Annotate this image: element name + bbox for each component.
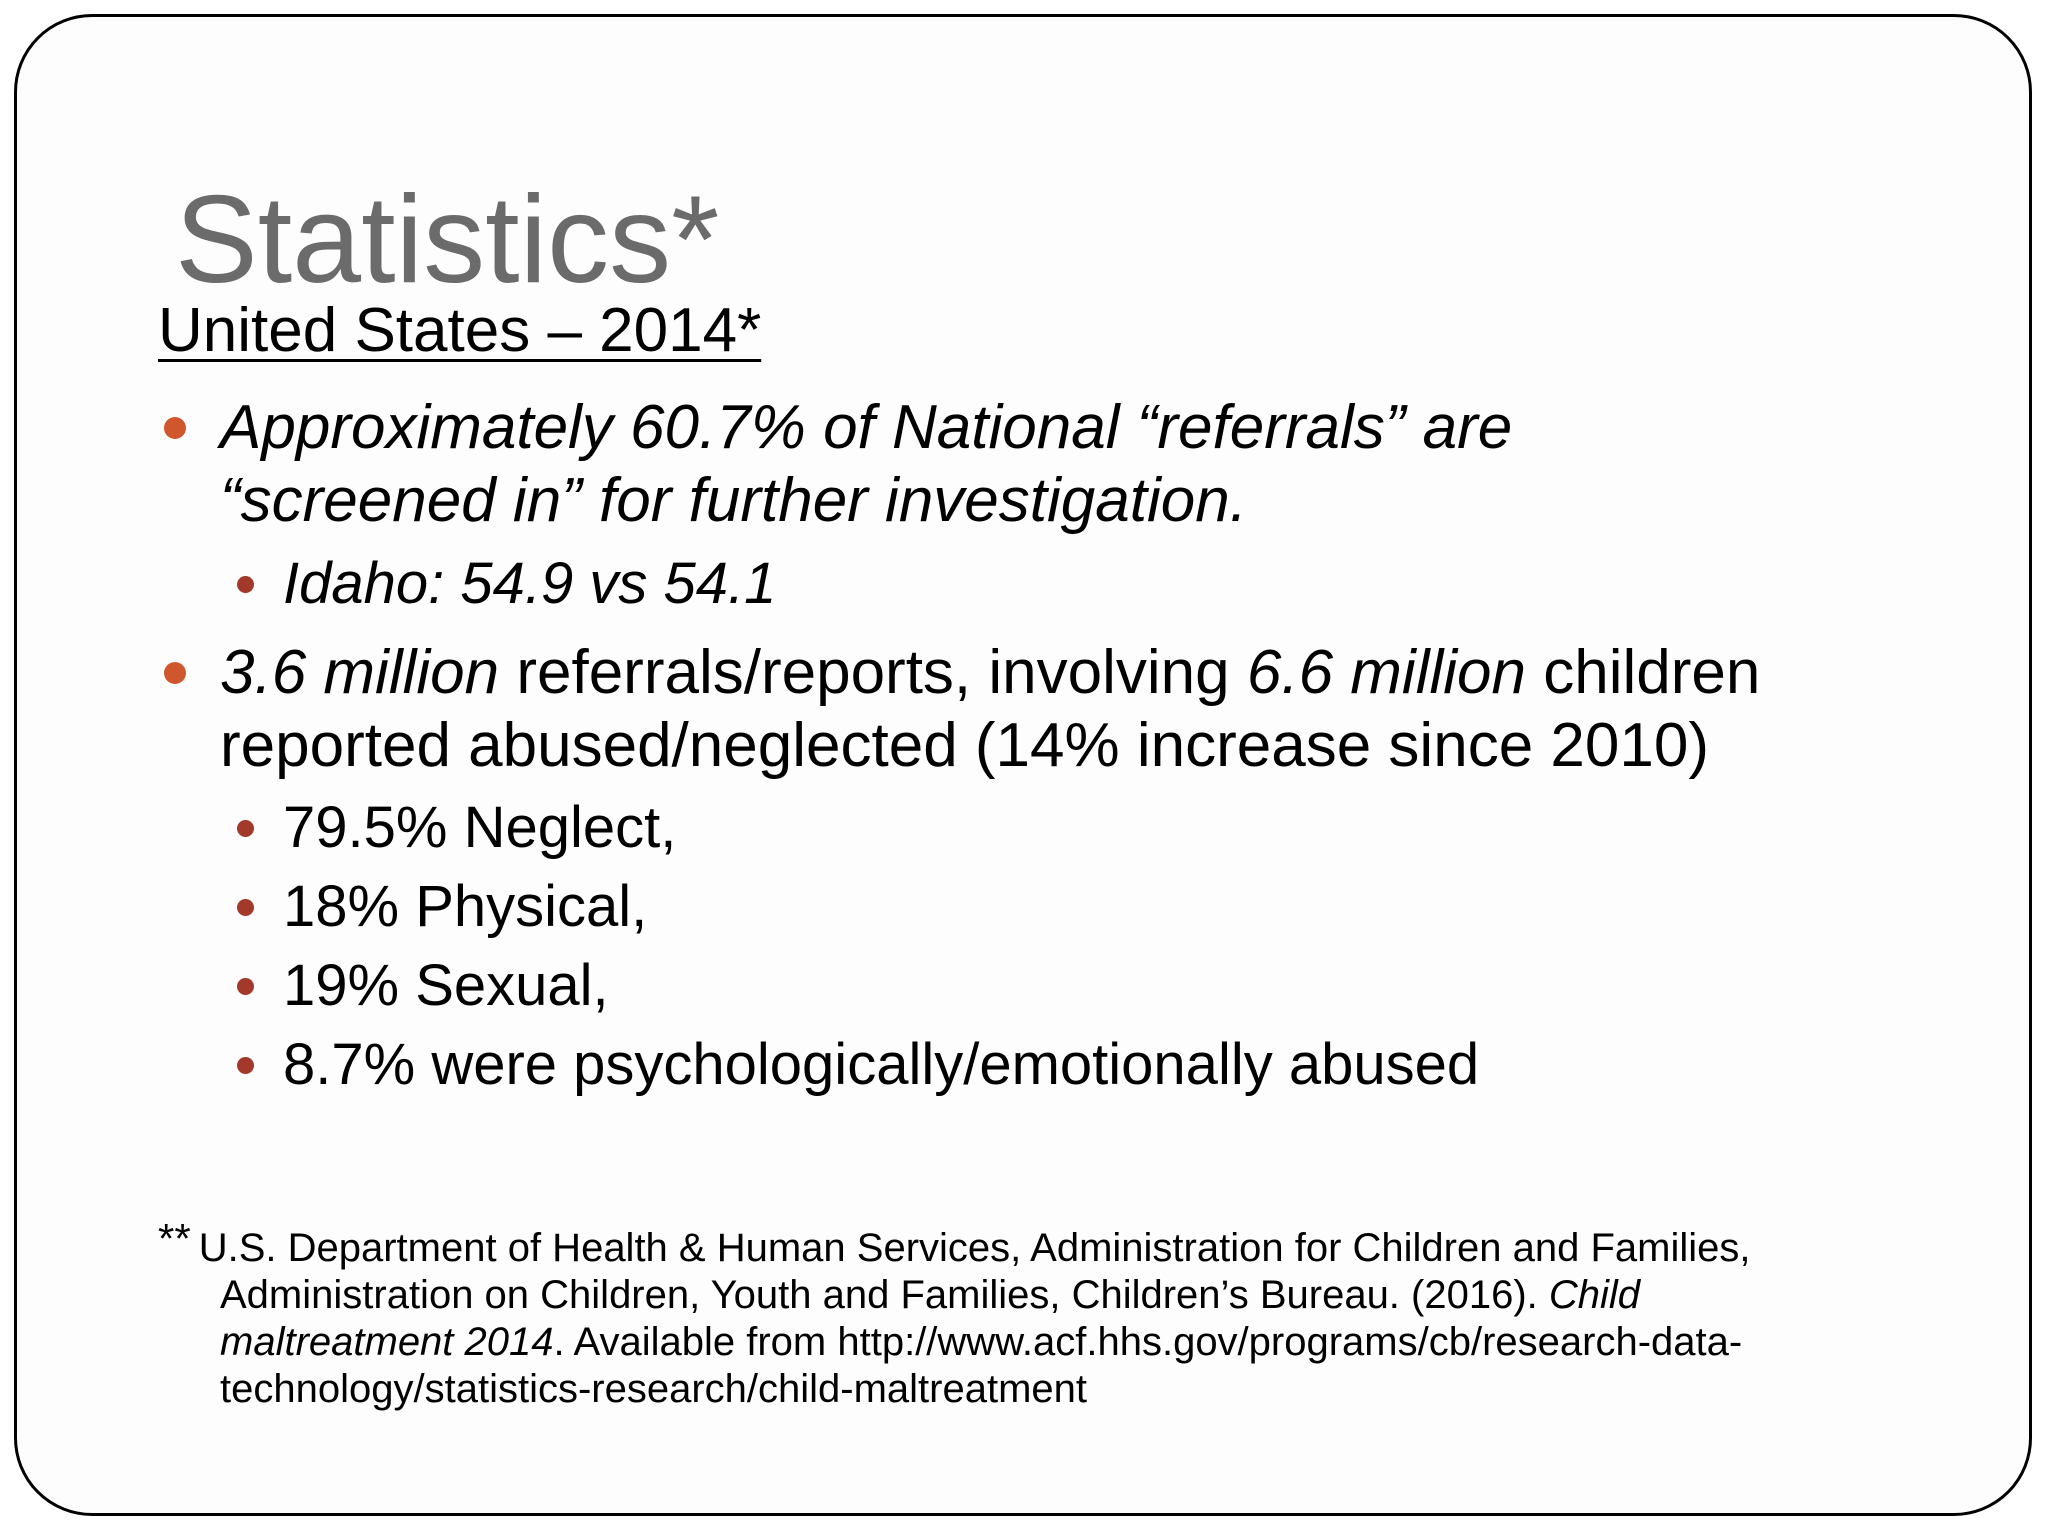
footnote-line bbox=[158, 1272, 1918, 1319]
footnote-mark: ** bbox=[158, 1215, 191, 1262]
sub-bullet-sexual bbox=[283, 953, 1983, 1019]
sub-bullet-text: Idaho: 54.9 vs 54.1 bbox=[283, 551, 777, 616]
sub-bullet-idaho bbox=[283, 551, 1983, 617]
bullet-text: children bbox=[1525, 638, 1761, 707]
footnote-line bbox=[158, 1319, 1918, 1366]
slide-subtitle: United States – 2014* bbox=[158, 296, 762, 365]
sub-bullet-dot-icon bbox=[237, 978, 254, 995]
sub-bullet-dot-icon bbox=[237, 576, 254, 593]
sub-bullet-psychological bbox=[283, 1032, 1983, 1098]
sub-bullet-text: 79.5% Neglect, bbox=[283, 795, 677, 860]
sub-bullet-neglect bbox=[283, 795, 1983, 861]
sub-bullet-dot-icon bbox=[237, 899, 254, 916]
bullet-text-line: “screened in” for further investigation. bbox=[220, 466, 1247, 535]
sub-bullet-text: 18% Physical, bbox=[283, 874, 648, 939]
slide-title: Statistics* bbox=[175, 171, 720, 309]
footnote-citation bbox=[158, 1215, 1918, 1413]
emphasis-text: 6.6 million bbox=[1246, 638, 1526, 707]
bullet-text-line: reported abused/neglected (14% increase since 2010) bbox=[220, 711, 1709, 780]
footnote-italic-text: Child bbox=[1548, 1273, 1641, 1317]
emphasis-text: 3.6 million bbox=[220, 638, 500, 707]
sub-bullet-text: 19% Sexual, bbox=[283, 953, 609, 1018]
sub-bullet-dot-icon bbox=[237, 1057, 254, 1074]
bullet-dot-icon bbox=[164, 662, 186, 684]
footnote-italic-text: maltreatment 2014 bbox=[220, 1320, 554, 1364]
sub-bullet-text: 8.7% were psychologically/emotionally abused bbox=[283, 1032, 1480, 1097]
bullet-referrals-screened bbox=[220, 391, 1980, 537]
bullet-text-line: Approximately 60.7% of National “referrals” are bbox=[220, 393, 1513, 462]
sub-bullet-dot-icon bbox=[237, 820, 254, 837]
footnote-text: U.S. Department of Health & Human Services, Administration for Children and Families, bbox=[198, 1226, 1751, 1270]
footnote-text: . Available from http://www.acf.hhs.gov/programs/cb/research-data- bbox=[553, 1320, 1743, 1364]
sub-bullet-physical bbox=[283, 874, 1983, 940]
footnote-text: Administration on Children, Youth and Families, Children’s Bureau. (2016). bbox=[220, 1273, 1549, 1317]
bullet-text-line bbox=[220, 636, 1980, 709]
bullet-text: referrals/reports, involving bbox=[499, 638, 1247, 707]
bullet-referrals-reports bbox=[220, 636, 1980, 782]
footnote-line: technology/statistics-research/child-maltreatment bbox=[220, 1367, 1088, 1411]
bullet-dot-icon bbox=[164, 417, 186, 439]
footnote-line bbox=[158, 1215, 1918, 1272]
